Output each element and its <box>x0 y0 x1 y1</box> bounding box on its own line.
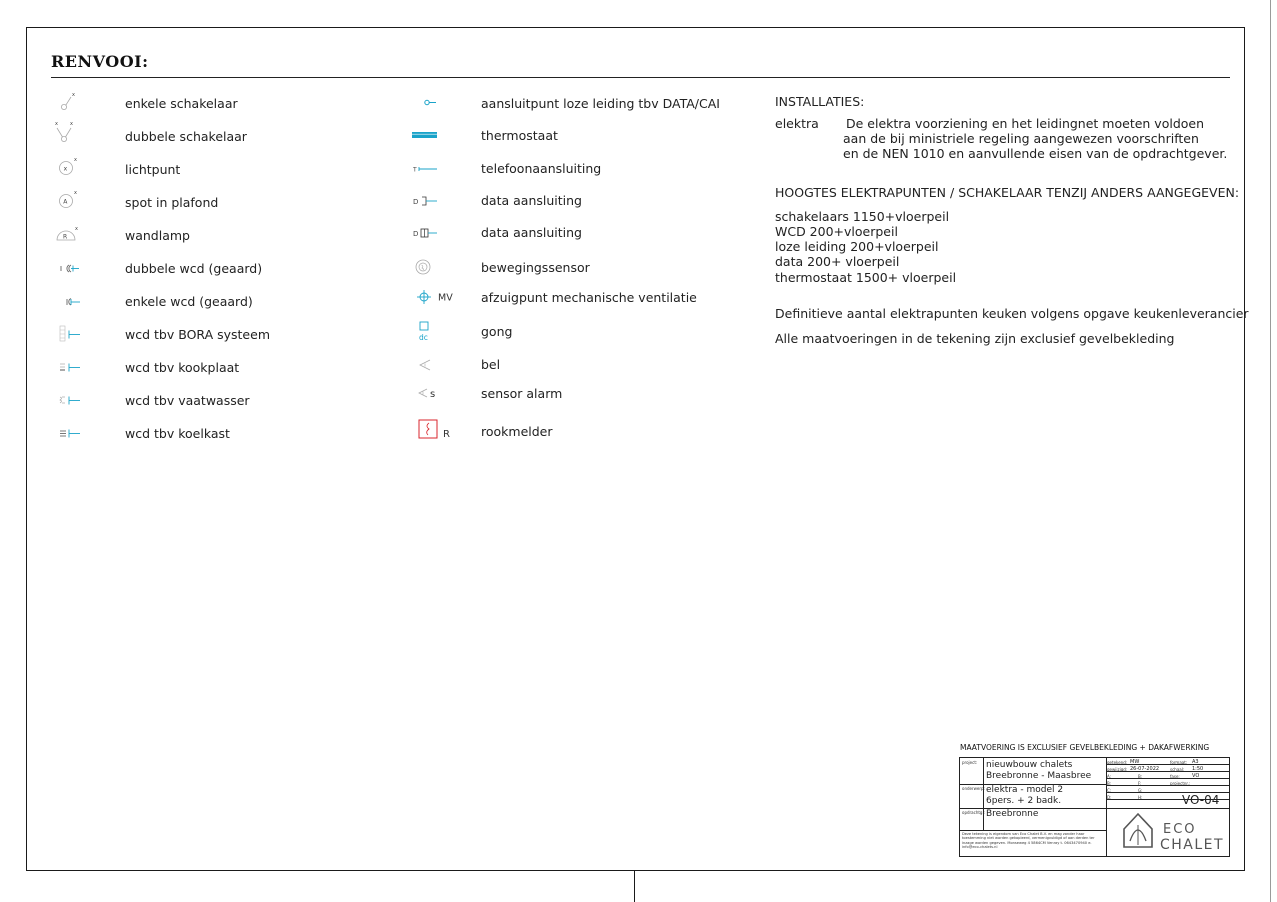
svg-text:x: x <box>70 121 73 127</box>
legend-label: dubbele schakelaar <box>125 129 247 144</box>
heights-line: thermostaat 1500+ vloerpeil <box>775 270 957 285</box>
revision-key: C: <box>1107 787 1112 793</box>
revision-key: G: <box>1138 787 1143 793</box>
title-block-divider <box>983 758 984 830</box>
single-socket-icon <box>52 290 112 314</box>
legend-label: lichtpunt <box>125 162 181 177</box>
svg-text:x: x <box>75 226 78 232</box>
heights-heading: HOOGTES ELEKTRAPUNTEN / SCHAKELAAR TENZIJ ANDERS AANGEGEVEN: <box>775 185 1240 200</box>
chime-icon <box>413 320 473 344</box>
page-edge <box>1270 0 1271 902</box>
legend-label: bel <box>481 357 501 372</box>
svg-text:x: x <box>63 165 68 173</box>
empty-conduit-icon <box>417 92 477 116</box>
title-block-divider <box>960 830 1106 831</box>
subject-key: onderwerp: <box>962 786 985 791</box>
heights-line: WCD 200+vloerpeil <box>775 224 898 239</box>
legend-label: wcd tbv kookplaat <box>125 360 240 375</box>
projectnr-key: projectnr.: <box>1170 780 1191 786</box>
motion-sensor-icon <box>413 256 473 280</box>
legend-label: data aansluiting <box>481 193 582 208</box>
data-connection-double-icon <box>413 221 473 245</box>
scale-value: 1:50 <box>1192 766 1204 772</box>
phase-key: fase: <box>1170 773 1180 779</box>
svg-text:R: R <box>63 233 68 241</box>
title-block-divider <box>1106 778 1229 779</box>
remark-line: Alle maatvoeringen in de tekening zijn exclusief gevelbekleding <box>775 331 1175 346</box>
title-block-header: MAATVOERING IS EXCLUSIEF GEVELBEKLEDING + DAKAFWERKING <box>960 743 1210 752</box>
installations-key: elektra <box>775 116 819 131</box>
heights-line: loze leiding 200+vloerpeil <box>775 239 939 254</box>
legend-label: enkele wcd (geaard) <box>125 294 253 309</box>
remark-line: Definitieve aantal elektrapunten keuken volgens opgave keukenleverancier <box>775 306 1249 321</box>
drawn-value: MW <box>1130 759 1140 765</box>
legend-label: wcd tbv BORA systeem <box>125 327 270 342</box>
revision-key: D: <box>1107 794 1112 800</box>
sensor-alarm-icon <box>413 382 473 406</box>
telephone-tag: T <box>413 166 417 174</box>
installations-line: aan de bij ministriele regeling aangewezen voorschriften <box>843 131 1199 146</box>
telephone-connection-icon <box>413 157 473 181</box>
revision-key: F: <box>1138 780 1142 786</box>
legend-label: telefoonaansluiting <box>481 161 602 176</box>
legend-label: bewegingssensor <box>481 260 590 275</box>
dishwasher-socket-icon <box>52 389 112 413</box>
date-value: 26-07-2022 <box>1130 766 1160 772</box>
thermostat-icon <box>412 124 472 148</box>
double-switch-icon <box>52 121 112 149</box>
revision-key: A: <box>1107 773 1112 779</box>
subject-line: 6pers. + 2 badk. <box>986 796 1062 806</box>
legend-label: afzuigpunt mechanische ventilatie <box>481 290 697 305</box>
scale-key: schaal: <box>1170 766 1185 772</box>
subject-line: elektra - model 2 <box>986 785 1064 795</box>
client-key: opdrachtg.: <box>962 810 986 815</box>
logo-text-eco: ECO <box>1163 822 1197 837</box>
heading-rule <box>51 77 1230 78</box>
smoke-tag: R <box>443 429 450 440</box>
data-tag: D <box>413 230 419 238</box>
legend-label: aansluitpunt loze leiding tbv DATA/CAI <box>481 96 720 111</box>
eco-chalet-logo <box>1120 811 1225 855</box>
phase-value: VO <box>1192 773 1200 779</box>
project-key: project: <box>962 760 978 765</box>
ownership-disclaimer: Deze tekening is eigendom van Eco Chalet B.V. en mag zonder haar toestemming niet worden gekopieerd, vermenigvuldigd of aan derden ter inzage worden gegeven. Monseweg 4 5864CM Venray t. 0643470940 e. info@eco-chalets.nl <box>962 832 1095 850</box>
revision-key: B: <box>1138 773 1143 779</box>
title-block-divider <box>1106 785 1229 786</box>
legend-label: sensor alarm <box>481 386 563 401</box>
chalet-house-icon <box>1124 814 1152 847</box>
legend-label: enkele schakelaar <box>125 96 238 111</box>
drawn-key: getekend: <box>1107 759 1128 765</box>
svg-text:A: A <box>63 198 68 206</box>
wall-lamp-icon <box>52 224 112 248</box>
fridge-socket-icon <box>52 422 112 446</box>
ventilation-tag: MV <box>438 292 453 304</box>
format-key: formaat: <box>1170 759 1188 765</box>
data-connection-icon <box>413 189 473 213</box>
project-name: nieuwbouw chalets <box>986 760 1073 770</box>
legend-heading: RENVOOI: <box>51 52 149 71</box>
legend-label: wcd tbv koelkast <box>125 426 230 441</box>
ceiling-spot-icon <box>52 191 112 215</box>
title-block <box>959 757 1230 857</box>
single-switch-icon <box>52 92 112 116</box>
legend-label: thermostaat <box>481 128 558 143</box>
legend-label: spot in plafond <box>125 195 219 210</box>
chime-tag: dc <box>419 333 428 342</box>
legend-label: wandlamp <box>125 228 190 243</box>
legend-label: rookmelder <box>481 424 553 439</box>
revision-key: H: <box>1138 794 1143 800</box>
svg-text:x: x <box>72 92 75 98</box>
heights-line: data 200+ vloerpeil <box>775 254 900 269</box>
data-tag: D <box>413 198 419 206</box>
double-socket-icon <box>52 257 112 281</box>
revision-key: B: <box>1107 780 1112 786</box>
svg-text:x: x <box>74 157 77 163</box>
svg-text:x: x <box>74 190 77 196</box>
installations-line: en de NEN 1010 en aanvullende eisen van de opdrachtgever. <box>843 146 1228 161</box>
ventilation-point-icon <box>413 286 473 310</box>
installations-line: De elektra voorziening en het leidingnet moeten voldoen <box>846 116 1205 131</box>
fold-mark <box>634 871 635 902</box>
light-point-icon <box>52 158 112 182</box>
legend-label: data aansluiting <box>481 225 582 240</box>
logo-text-chalet: CHALET <box>1160 837 1225 853</box>
date-key: gewijzigd: <box>1107 766 1128 772</box>
heights-line: schakelaars 1150+vloerpeil <box>775 209 950 224</box>
smoke-detector-icon <box>413 418 473 442</box>
bora-socket-icon <box>52 323 112 347</box>
legend-label: dubbele wcd (geaard) <box>125 261 263 276</box>
format-value: A3 <box>1192 759 1199 765</box>
drawing-number: VO-04 <box>1182 793 1220 807</box>
project-location: Breebronne - Maasbree <box>986 771 1092 781</box>
installations-heading: INSTALLATIES: <box>775 94 865 109</box>
sensor-alarm-tag: s <box>430 389 436 400</box>
legend-label: gong <box>481 324 513 339</box>
bell-icon <box>413 353 473 377</box>
svg-text:x: x <box>55 121 58 127</box>
cooktop-socket-icon <box>52 356 112 380</box>
legend-label: wcd tbv vaatwasser <box>125 393 250 408</box>
client-name: Breebronne <box>986 809 1039 819</box>
